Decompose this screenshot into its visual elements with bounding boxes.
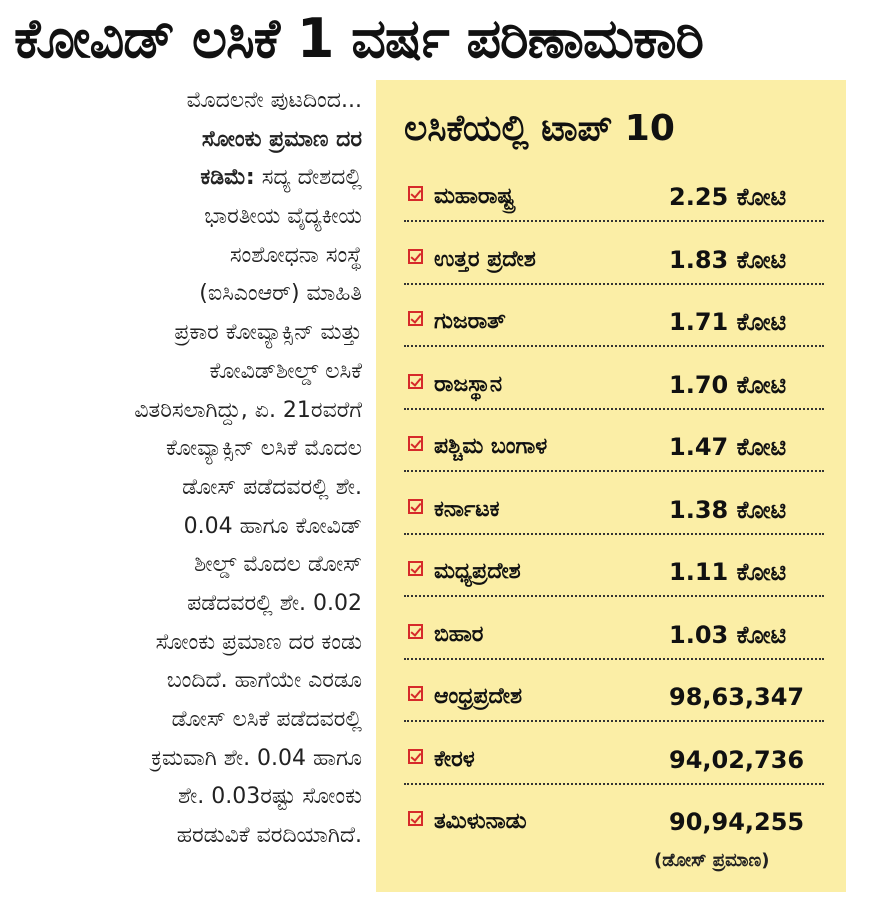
checkbox-icon: [408, 436, 423, 451]
body-text: ಸದ್ಯ ದೇಶದಲ್ಲಿ: [261, 165, 362, 191]
dose-count: 1.11 ಕೋಟಿ: [669, 558, 787, 586]
body-line: (ಐಸಿಎಂಆರ್) ಮಾಹಿತಿ: [199, 281, 362, 307]
state-name: ಮಹಾರಾಷ್ಟ್ರ: [434, 184, 515, 209]
subheading-lead: ಕಡಿಮೆ:: [200, 165, 255, 191]
top10-box: [376, 80, 846, 892]
subheading: ಸೋಂಕು ಪ್ರಮಾಣ ದರ: [201, 126, 362, 152]
table-row: [404, 674, 824, 722]
checkbox-icon: [408, 624, 423, 639]
state-name: ಕೇರಳ: [434, 747, 475, 772]
body-line: [30, 121, 362, 160]
dose-count: 2.25 ಕೋಟಿ: [669, 183, 787, 211]
headline: ಕೋವಿಡ್ ಲಸಿಕೆ 1 ವರ್ಷ ಪರಿಣಾಮಕಾರಿ: [14, 7, 704, 70]
top10-title: ಲಸಿಕೆಯಲ್ಲಿ ಟಾಪ್ 10: [404, 108, 675, 149]
body-line: ಹರಡುವಿಕೆ ವರದಿಯಾಗಿದೆ.: [176, 823, 362, 849]
state-name: ಗುಜರಾತ್: [434, 309, 506, 334]
body-line: ವಿತರಿಸಲಾಗಿದ್ದು, ಏ. 21ರವರೆಗೆ: [134, 397, 362, 423]
checkbox-icon: [408, 811, 423, 826]
dose-count: 1.47 ಕೋಟಿ: [669, 433, 787, 461]
checkbox-icon: [408, 186, 423, 201]
checkbox-icon: [408, 499, 423, 514]
table-row: [404, 299, 824, 347]
table-row: [404, 424, 824, 472]
state-name: ಮಧ್ಯಪ್ರದೇಶ: [434, 559, 521, 584]
body-line: ಶೇ. 0.03ರಷ್ಟು ಸೋಂಕು: [178, 784, 362, 810]
state-name: ರಾಜಸ್ಥಾನ: [434, 372, 503, 397]
state-name: ಕರ್ನಾಟಕ: [434, 497, 500, 522]
body-line: ಕೋವಿಡ್‌ಶೀಲ್ಡ್ ಲಸಿಕೆ: [209, 358, 362, 384]
state-name: ತಮಿಳುನಾಡು: [434, 809, 527, 834]
body-line: ಪಡೆದವರಲ್ಲಿ ಶೇ. 0.02: [187, 590, 362, 616]
dose-count: 90,94,255: [669, 808, 805, 836]
body-line: ಪ್ರಕಾರ ಕೋವ್ಯಾಕ್ಸಿನ್ ಮತ್ತು: [174, 320, 362, 346]
checkbox-icon: [408, 561, 423, 576]
checkbox-icon: [408, 749, 423, 764]
body-line: 0.04 ಹಾಗೂ ಕೋವಿಡ್: [183, 513, 362, 539]
checkbox-icon: [408, 311, 423, 326]
body-line: ಡೋಸ್ ಪಡೆದವರಲ್ಲಿ ಶೇ.: [182, 474, 362, 500]
body-line: ಬಂದಿದೆ. ಹಾಗೆಯೇ ಎರಡೂ: [166, 668, 362, 694]
body-line: ಶೀಲ್ಡ್ ಮೊದಲ ಡೋಸ್: [194, 552, 362, 578]
table-row: [404, 549, 824, 597]
checkbox-icon: [408, 249, 423, 264]
dose-count: 1.83 ಕೋಟಿ: [669, 246, 787, 274]
state-name: ಬಿಹಾರ: [434, 622, 484, 647]
body-line: [30, 159, 362, 198]
state-name: ಉತ್ತರ ಪ್ರದೇಶ: [434, 247, 536, 272]
dose-count: 1.03 ಕೋಟಿ: [669, 621, 787, 649]
table-row: [404, 174, 824, 222]
table-row: [404, 362, 824, 410]
table-row: [404, 799, 824, 845]
body-line: ಕೋವ್ಯಾಕ್ಸಿನ್ ಲಸಿಕೆ ಮೊದಲ: [165, 436, 362, 462]
dose-count: 1.71 ಕೋಟಿ: [669, 308, 787, 336]
body-line: [30, 82, 362, 121]
checkbox-icon: [408, 686, 423, 701]
body-line: ಭಾರತೀಯ ವೈದ್ಯಕೀಯ: [204, 204, 362, 230]
body-line: ಸೋಂಕು ಪ್ರಮಾಣ ದರ ಕಂಡು: [155, 629, 362, 655]
dose-count: 98,63,347: [669, 683, 805, 711]
body-line: ಸಂಶೋಧನಾ ಸಂಸ್ಥೆ: [229, 242, 362, 268]
table-row: [404, 612, 824, 660]
table-row: [404, 237, 824, 285]
body-line: ಕ್ರಮವಾಗಿ ಶೇ. 0.04 ಹಾಗೂ: [151, 745, 362, 771]
body-line: ಡೋಸ್ ಲಸಿಕೆ ಪಡೆದವರಲ್ಲಿ: [171, 707, 362, 732]
table-row: [404, 737, 824, 785]
state-name: ಪಶ್ಚಿಮ ಬಂಗಾಳ: [434, 434, 548, 459]
article-body: [30, 82, 362, 856]
state-name: ಆಂಧ್ರಪ್ರದೇಶ: [434, 684, 523, 709]
continuation-note: ಮೊದಲನೇ ಪುಟದಿಂದ...: [186, 88, 362, 113]
dose-count: 1.38 ಕೋಟಿ: [669, 496, 787, 524]
dose-count: 1.70 ಕೋಟಿ: [669, 371, 787, 399]
checkbox-icon: [408, 374, 423, 389]
table-row: [404, 487, 824, 535]
unit-footnote: (ಡೋಸ್ ಪ್ರಮಾಣ): [654, 850, 770, 871]
dose-count: 94,02,736: [669, 746, 805, 774]
